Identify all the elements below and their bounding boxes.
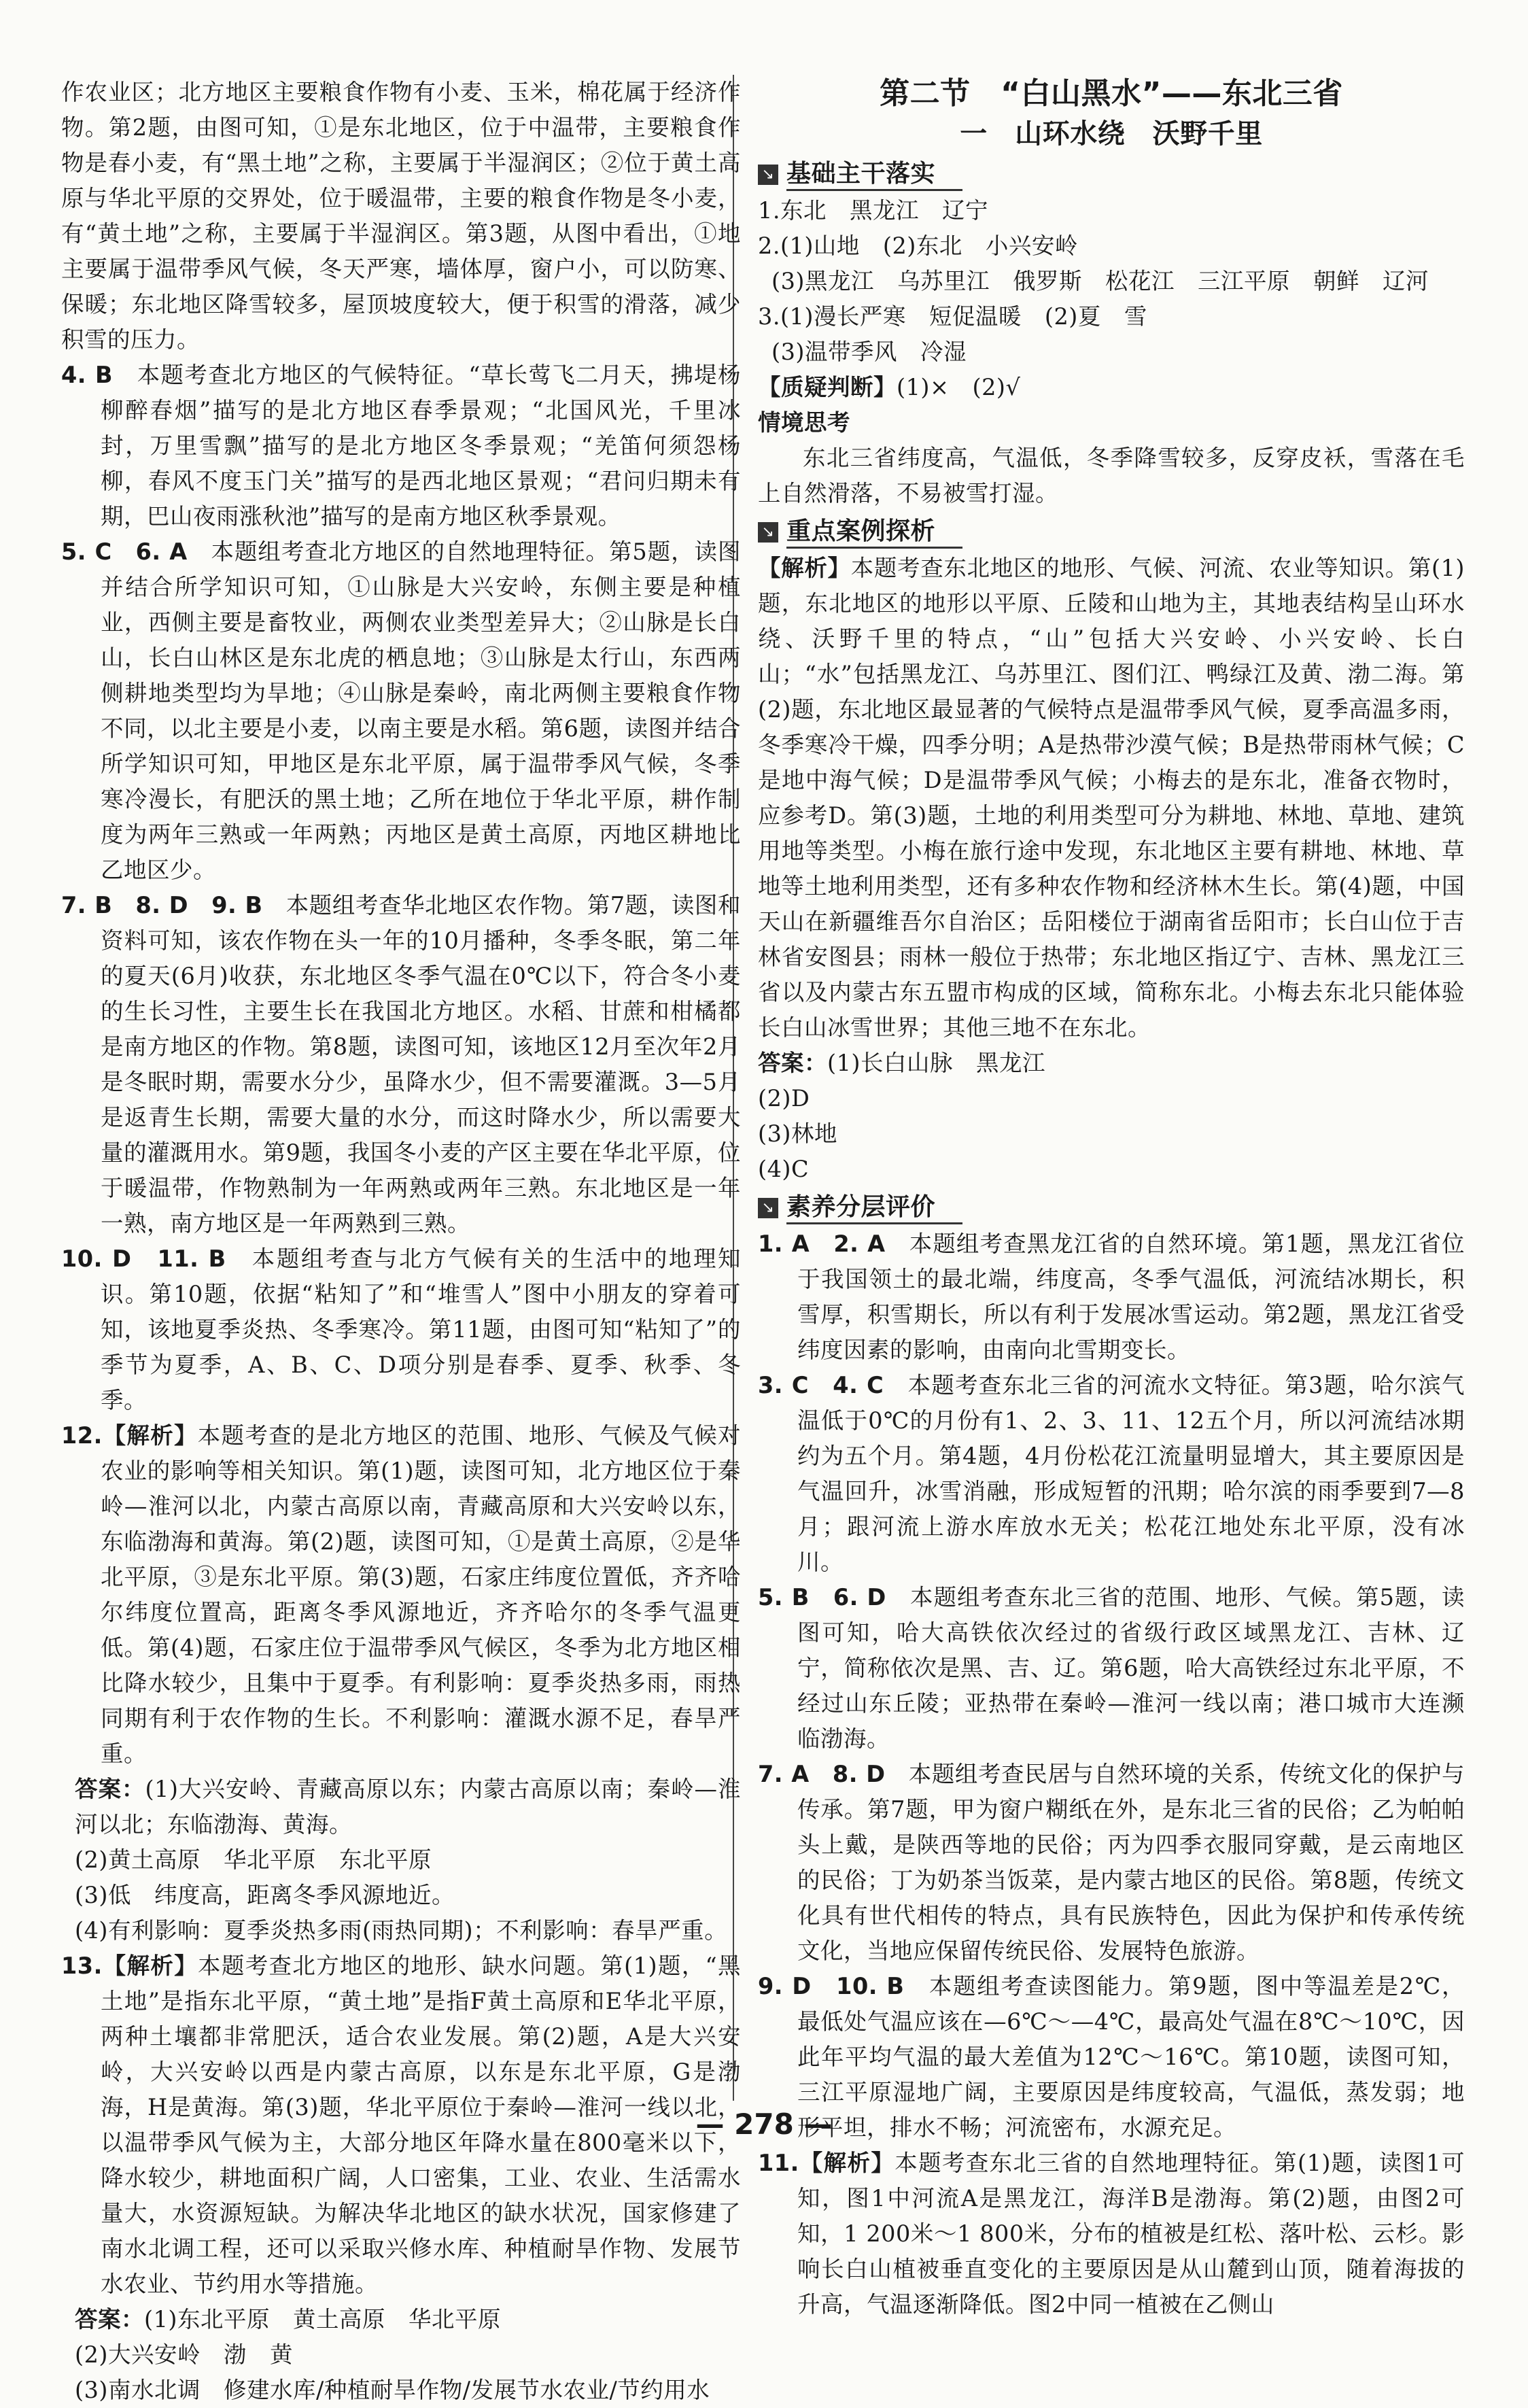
- basic-item: 2.(1)山地 (2)东北 小兴安岭: [758, 233, 1078, 259]
- eval-question-5-6: [758, 1580, 1465, 1757]
- arrow-icon: ↘: [758, 1198, 778, 1218]
- basic-item: 3.(1)漫长严寒 短促温暖 (2)夏 雪: [758, 303, 1147, 330]
- question-number: 12.【解析】: [61, 1422, 198, 1449]
- question-number: 13.【解析】: [61, 1953, 198, 1979]
- explanation: 本题考查东北三省的自然地理特征。第(1)题，读图1可知，图1中河流A是黑龙江，海洋B是渤海。第(2)题，由图2可知，1 200米～1 800米，分布的植被是红松、落叶松、云杉。影响长白山植被垂直变化的主要原因是从山麓到山顶，随着海拔的升高，气温逐渐降低。图2中同一植被在乙侧山: [797, 2150, 1465, 2318]
- section-heading: 重点案例探析: [786, 517, 962, 549]
- answer-label: 答案：: [75, 1776, 145, 1802]
- subsection-title: 一 山环水绕 沃野千里: [960, 118, 1263, 150]
- think-label: [758, 405, 1465, 441]
- right-column: [758, 75, 1465, 2322]
- answer-line: [61, 1772, 741, 1842]
- answer-label: 答案：: [758, 1050, 827, 1076]
- explanation: 本题组考查北方地区的自然地理特征。第5题，读图并结合所学知识可知，①山脉是大兴安岭，东侧主要是种植业，西侧主要是畜牧业，两侧农业类型差异大；②山脉是长白山，长白山林区是东北虎的栖息地；③山脉是太行山，东西两侧耕地类型均为旱地；④山脉是秦岭，南北两侧主要粮食作物不同，以北主要是小麦，以南主要是水稻。第6题，读图并结合所学知识可知，甲地区是东北平原，属于温带季风气候，冬季寒冷漫长，有肥沃的黑土地；乙所在地位于华北平原，耕作制度为两年三熟或一年两熟；丙地区是黄土高原，丙地区耕地比乙地区少。: [101, 538, 741, 883]
- question-number: 10. D 11. B: [61, 1245, 226, 1272]
- page-number: — 278 —: [695, 2108, 833, 2141]
- answer-label: 答案：: [75, 2306, 144, 2333]
- answer-line: (3)低 纬度高，距离冬季风源地近。: [75, 1882, 455, 1908]
- question-number: 7. A 8. D: [758, 1761, 886, 1787]
- arrow-icon: ↘: [758, 522, 778, 543]
- intro-paragraph: 作农业区；北方地区主要粮食作物有小麦、玉米，棉花属于经济作物。第2题，由图可知，①是东北地区，位于中温带，主要粮食作物是春小麦，有“黑土地”之称，主要属于半湿润区；②位于黄土高原与华北平原的交界处，位于暖温带，主要的粮食作物是冬小麦，有“黄土地”之称，主要属于半湿润区。第3题，从图中看出，①地主要属于温带季风气候，冬天严寒，墙体厚，窗户小，可以防寒、保暖；东北地区降雪较多，屋顶坡度较大，便于积雪的滑落，减少积雪的压力。: [61, 79, 741, 353]
- question-number: 4. B: [61, 362, 114, 388]
- analysis-label: 【解析】: [758, 555, 851, 581]
- explanation: 本题组考查民居与自然环境的关系，传统文化的保护与传承。第7题，甲为窗户糊纸在外，是东北三省的民俗；乙为帕帕头上戴，是陕西等地的民俗；丙为四季衣服同穿戴，是云南地区的民俗；丁为奶茶当饭菜，是内蒙古地区的民俗。第8题，传统文化具有世代相传的特点，具有民族特色，因此为保护和传承传统文化，当地应保留传统民俗、发展特色旅游。: [797, 1761, 1465, 1964]
- explanation: 本题组考查读图能力。第9题，图中等温差是2℃，最低处气温应该在—6℃～—4℃，最高处气温在8℃～10℃，因此年平均气温的最大差值为12℃～16℃。第10题，读图可知，三江平原湿地广阔，主要原因是纬度较高，气温低，蒸发弱；地形平坦，排水不畅；河流密布，水源充足。: [797, 1973, 1465, 2141]
- question-number: 11.【解析】: [758, 2150, 895, 2176]
- eval-question-3-4: [758, 1368, 1465, 1580]
- explanation: 本题组考查黑龙江省的自然环境。第1题，黑龙江省位于我国领土的最北端，纬度高，冬季气温低，河流结冰期长，积雪厚，积雪期长，所以有利于发展冰雪运动。第2题，黑龙江省受纬度因素的影响，由南向北雪期变长。: [797, 1231, 1465, 1363]
- section-title: 第二节 “白山黑水”——东北三省: [880, 76, 1343, 111]
- explanation: 本题组考查东北三省的范围、地形、气候。第5题，读图可知，哈大高铁依次经过的省级行政区域黑龙江、吉林、辽宁，简称依次是黑、吉、辽。第6题，哈大高铁经过东北平原，不经过山东丘陵；亚热带在秦岭—淮河一线以南；港口城市大连濒临渤海。: [797, 1584, 1465, 1752]
- basic-item: (3)黑龙江 乌苏里江 俄罗斯 松花江 三江平原 朝鲜 辽河: [771, 268, 1429, 294]
- explanation: 本题组考查华北地区农作物。第7题，读图和资料可知，该农作物在头一年的10月播种，冬季冬眠，第二年的夏天(6月)收获，东北地区冬季气温在0℃以下，符合冬小麦的生长习性，主要生长在我国北方地区。水稻、甘蔗和柑橘都是南方地区的作物。第8题，读图可知，该地区12月至次年2月是冬眠时期，需要水分少，虽降水少，但不需要灌溉。3—5月是返青生长期，需要大量的水分，而这时降水少，所以需要大量的灌溉用水。第9题，我国冬小麦的产区主要在华北平原，位于暖温带，作物熟制为一年两熟或两年三熟。东北地区是一年一熟，南方地区是一年两熟到三熟。: [101, 892, 741, 1237]
- answer-line: (2)D: [758, 1085, 810, 1112]
- question-4: [61, 358, 741, 534]
- judge-text: (1)× (2)√: [897, 374, 1021, 400]
- analysis-text: 本题考查东北地区的地形、气候、河流、农业等知识。第(1)题，东北地区的地形以平原、丘陵和山地为主，其地表结构呈山环水绕、沃野千里的特点，“山”包括大兴安岭、小兴安岭、长白山；“水”包括黑龙江、乌苏里江、图们江、鸭绿江及黄、渤二海。第(2)题，东北地区最显著的气候特点是温带季风气候，夏季高温多雨，冬季寒冷干燥，四季分明；A是热带沙漠气候；B是热带雨林气候；C是地中海气候；D是温带季风气候；小梅去的是东北，准备衣物时，应参考D。第(3)题，土地的利用类型可分为耕地、林地、草地、建筑用地等类型。小梅在旅行途中发现，东北地区主要有耕地、林地、草地等土地利用类型，还有多种农作物和经济林木生长。第(4)题，中国天山在新疆维吾尔自治区；岳阳楼位于湖南省岳阳市；长白山位于吉林省安图县；雨林一般位于热带；东北地区指辽宁、吉林、黑龙江三省以及内蒙古东五盟市构成的区域，简称东北。小梅去东北只能体验长白山冰雪世界；其他三地不在东北。: [758, 555, 1465, 1041]
- question-number: 9. D 10. B: [758, 1973, 905, 1999]
- answer-line: (4)C: [758, 1156, 810, 1182]
- answer-line: (4)有利影响：夏季炎热多雨(雨热同期)；不利影响：春旱严重。: [75, 1917, 728, 1944]
- explanation: 本题考查东北三省的河流水文特征。第3题，哈尔滨气温低于0℃的月份有1、2、3、11、12五个月，所以河流结冰期约为五个月。第4题，4月份松花江流量明显增大，其主要原因是气温回升，冰雪消融，形成短暂的汛期；哈尔滨的雨季要到7—8月；跟河流上游水库放水无关；松花江地处东北平原，没有冰川。: [797, 1372, 1465, 1575]
- question-number: 5. B 6. D: [758, 1584, 886, 1611]
- answer-text: (1)东北平原 黄土高原 华北平原: [144, 2306, 501, 2333]
- answer-text: (1)大兴安岭、青藏高原以东；内蒙古高原以南；秦岭—淮河以北；东临渤海、黄海。: [75, 1776, 742, 1838]
- answer-line: [758, 1046, 1465, 1081]
- section-heading: 素养分层评价: [786, 1192, 962, 1224]
- answer-line: (3)南水北调 修建水库/种植耐旱作物/发展节水农业/节约用水: [75, 2377, 710, 2403]
- think-text: 东北三省纬度高，气温低，冬季降雪较多，反穿皮袄，雪落在毛上自然滑落，不易被雪打湿。: [758, 445, 1465, 506]
- answer-line: (3)林地: [758, 1120, 837, 1147]
- explanation: 本题考查的是北方地区的范围、地形、气候及气候对农业的影响等相关知识。第(1)题，读图可知，北方地区位于秦岭—淮河以北，内蒙古高原以南，青藏高原和大兴安岭以东，东临渤海和黄海。第(2)题，读图可知，①是黄土高原，②是华北平原，③是东北平原。第(3)题，石家庄纬度位置低，齐齐哈尔纬度位置高，距离冬季风源地近，齐齐哈尔的冬季气温更低。第(4)题，石家庄位于温带季风气候区，冬季为北方地区相比降水较少，且集中于夏季。有利影响：夏季炎热多雨，雨热同期有利于农作物的生长。不利影响：灌溉水源不足，春旱严重。: [101, 1422, 741, 1767]
- case-analysis: [758, 551, 1465, 1046]
- question-number: 7. B 8. D 9. B: [61, 892, 263, 918]
- answer-text: (1)长白山脉 黑龙江: [827, 1050, 1045, 1076]
- question-12: [61, 1418, 741, 1772]
- question-10-11: [61, 1241, 741, 1418]
- eval-question-11: [758, 2146, 1465, 2322]
- basic-item: (3)温带季风 冷湿: [771, 339, 967, 365]
- eval-question-1-2: [758, 1226, 1465, 1368]
- explanation: 本题考查北方地区的地形、缺水问题。第(1)题，“黑土地”是指东北平原，“黄土地”是指F黄土高原和E华北平原，两种土壤都非常肥沃，适合农业发展。第(2)题，A是大兴安岭，大兴安岭以西是内蒙古高原，以东是东北平原，G是渤海，H是黄海。第(3)题，华北平原位于秦岭—淮河一线以北，以温带季风气候为主，大部分地区年降水量在800毫米以下，降水较少，耕地面积广阔，人口密集，工业、农业、生活需水量大，水资源短缺。为解决华北地区的缺水状况，国家修建了南水北调工程，还可以采取兴修水库、种植耐旱作物、发展节水农业、节约用水等措施。: [101, 1953, 741, 2297]
- question-7-9: [61, 888, 741, 1241]
- case-section-header: [758, 515, 1465, 549]
- answer-line: (2)黄土高原 华北平原 东北平原: [75, 1846, 432, 1873]
- eval-question-7-8: [758, 1757, 1465, 1969]
- judge-line: [758, 370, 1465, 405]
- question-number: 3. C 4. C: [758, 1372, 884, 1398]
- explanation: 本题组考查与北方气候有关的生活中的地理知识。第10题，依据“粘知了”和“堆雪人”图中小朋友的穿着可知，该地夏季炎热、冬季寒冷。第11题，由图可知“粘知了”的季节为夏季，A、B、C、D项分别是春季、夏季、秋季、冬季。: [101, 1245, 742, 1413]
- judge-label: 【质疑判断】: [758, 374, 897, 400]
- basic-section-header: [758, 158, 1465, 192]
- question-number: 5. C 6. A: [61, 538, 188, 565]
- section-heading: 基础主干落实: [786, 159, 962, 191]
- arrow-icon: ↘: [758, 165, 778, 185]
- explanation: 本题考查北方地区的气候特征。“草长莺飞二月天，拂堤杨柳醉春烟”描写的是北方地区春季景观；“北国风光，千里冰封，万里雪飘”描写的是北方地区冬季景观；“羌笛何须怨杨柳，春风不度玉门关”描写的是西北地区景观；“君问归期未有期，巴山夜雨涨秋池”描写的是南方地区秋季景观。: [101, 362, 741, 530]
- question-5-6: [61, 534, 741, 888]
- left-column: [61, 75, 741, 2408]
- answer-line: [61, 2302, 741, 2337]
- think-label-text: 情境思考: [758, 409, 850, 436]
- eval-section-header: [758, 1191, 1465, 1225]
- basic-item: 1.东北 黑龙江 辽宁: [758, 197, 988, 224]
- question-number: 1. A 2. A: [758, 1231, 886, 1257]
- answer-line: (2)大兴安岭 渤 黄: [75, 2341, 293, 2368]
